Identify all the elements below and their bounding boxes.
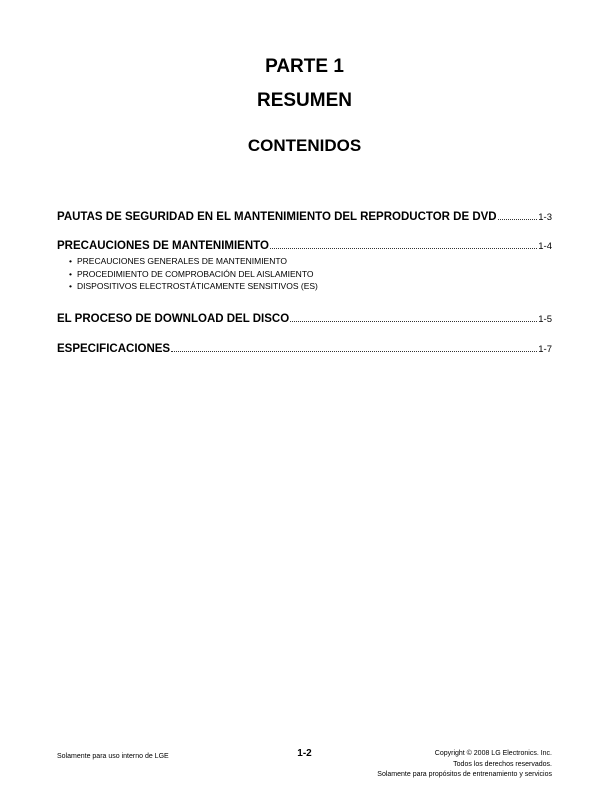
training-line: Solamente para propósitos de entrenamiento y servicios (377, 771, 552, 778)
summary-heading: RESUMEN (256, 90, 352, 111)
toc-entry-label: PAUTAS DE SEGURIDAD EN EL MANTENIMIENTO DEL REPRODUCTOR DE DVD (57, 211, 497, 223)
toc-entry-specifications[interactable] (57, 343, 552, 355)
toc-page-number: 1-7 (538, 344, 552, 355)
toc-entry-label: PRECAUCIONES DE MANTENIMIENTO (57, 240, 269, 252)
footer-internal-use: Solamente para uso interno de LGE (57, 753, 169, 760)
toc-page-number: 1-4 (538, 241, 552, 252)
contents-heading: CONTENIDOS (247, 136, 362, 155)
footer-copyright (377, 749, 552, 781)
toc-leader-dots (498, 218, 538, 220)
precautions-subitems (69, 255, 318, 293)
toc-leader-dots (290, 320, 537, 322)
toc-entry-precautions[interactable] (57, 240, 552, 252)
toc-entry-safety[interactable] (57, 211, 552, 223)
toc-subitem[interactable]: • PROCEDIMIENTO DE COMPROBACIÓN DEL AISLAMIENTO (69, 268, 314, 279)
copyright-line: Copyright © 2008 LG Electronics. Inc. (434, 750, 552, 757)
footer-page-number: 1-2 (297, 748, 312, 759)
toc-entry-label: ESPECIFICACIONES (57, 343, 171, 355)
bullet-icon: • (69, 256, 72, 266)
toc-leader-dots (171, 350, 537, 352)
toc-entry-label: EL PROCESO DE DOWNLOAD DEL DISCO (57, 313, 290, 325)
bullet-icon: • (69, 268, 72, 279)
toc-subitem[interactable]: • PRECAUCIONES GENERALES DE MANTENIMIENTO (69, 256, 288, 266)
rights-line: Todos los derechos reservados. (453, 760, 552, 768)
toc-entry-download[interactable] (57, 313, 552, 325)
toc-page-number: 1-3 (538, 212, 552, 223)
toc-subitem[interactable]: • DISPOSITIVOS ELECTROSTÁTICAMENTE SENSITIVOS (ES) (69, 281, 318, 291)
bullet-icon: • (69, 281, 72, 291)
part-heading: PARTE 1 (265, 56, 344, 77)
toc-page-number: 1-5 (538, 314, 552, 325)
toc-leader-dots (270, 247, 537, 249)
